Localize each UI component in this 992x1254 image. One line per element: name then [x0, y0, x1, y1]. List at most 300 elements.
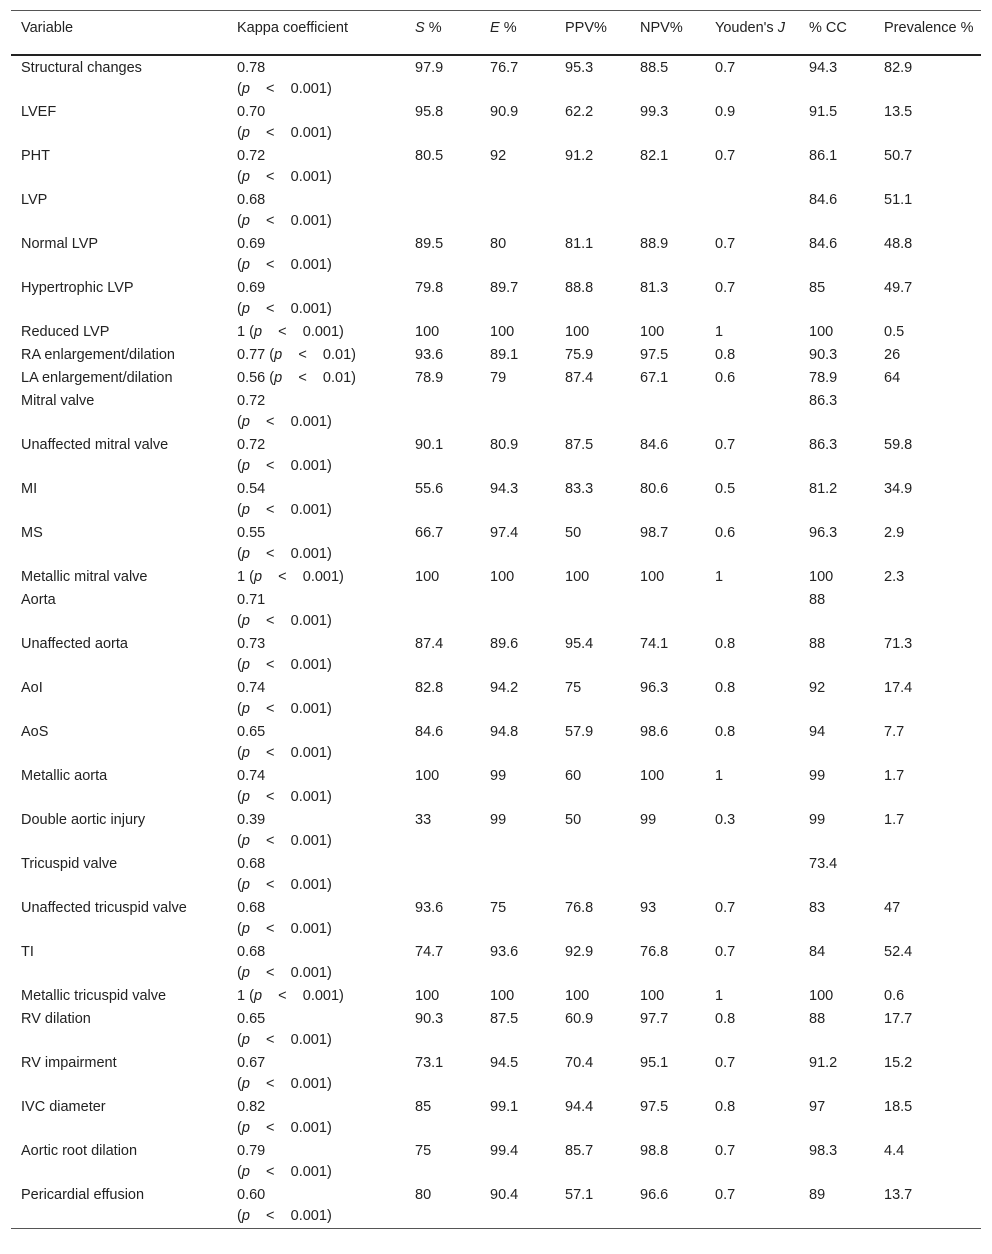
cc-value: 100 [809, 987, 834, 1004]
paren: ( [249, 568, 254, 585]
cell-kappa [227, 233, 405, 277]
p-operator: < [266, 501, 275, 518]
cell-e [480, 677, 555, 721]
e-value: 89.1 [490, 346, 519, 363]
ppv-value: 100 [565, 987, 590, 1004]
kappa-value: 0.65 [237, 1010, 266, 1027]
p-threshold: 0.001 [290, 788, 327, 805]
s-value: 33 [415, 811, 432, 828]
prev-value: 48.8 [884, 235, 913, 252]
p-symbol: p [241, 876, 250, 893]
cell-youden [705, 897, 799, 941]
ppv-value: 85.7 [565, 1142, 594, 1159]
cell-kappa [227, 1096, 405, 1140]
table-row [11, 765, 981, 809]
p-operator: < [266, 168, 275, 185]
p-threshold: 0.001 [290, 920, 327, 937]
spacer [275, 1164, 291, 1180]
prev-value: 2.3 [884, 568, 905, 585]
cell-e [480, 233, 555, 277]
npv-value: 88.5 [640, 59, 669, 76]
cell-prev [874, 721, 981, 765]
youden-value: 1 [715, 987, 724, 1004]
spacer [287, 324, 303, 340]
p-threshold: 0.001 [290, 124, 327, 141]
table-row [11, 897, 981, 941]
p-symbol: p [253, 987, 263, 1004]
table-row [11, 390, 981, 434]
ppv-value: 95.3 [565, 59, 594, 76]
npv-value: 100 [640, 987, 665, 1004]
ppv-value: 57.1 [565, 1186, 594, 1203]
variable-label: Metallic tricuspid valve [21, 987, 167, 1004]
prev-value: 47 [884, 899, 901, 916]
header-text: NPV% [640, 20, 683, 36]
npv-value: 96.3 [640, 679, 669, 696]
cell-s [405, 765, 480, 809]
npv-value: 100 [640, 767, 665, 784]
kappa-value: 0.82 [237, 1098, 266, 1115]
prev-value: 59.8 [884, 436, 913, 453]
spacer [250, 657, 266, 673]
cell-kappa [227, 1008, 405, 1052]
paren: ( [237, 1075, 242, 1092]
kappa-value: 0.69 [237, 279, 266, 296]
cell-kappa [227, 853, 405, 897]
cell-prev [874, 367, 981, 390]
cell-kappa [227, 344, 405, 367]
cc-value: 99 [809, 767, 826, 784]
paren: ( [237, 413, 242, 430]
cell-s [405, 344, 480, 367]
youden-value: 0.6 [715, 369, 736, 386]
e-value: 94.2 [490, 679, 519, 696]
spacer [275, 169, 291, 185]
kappa-value: 1 [237, 987, 246, 1004]
youden-value: 0.7 [715, 1142, 736, 1159]
cell-kappa [227, 101, 405, 145]
cell-kappa [227, 677, 405, 721]
cell-npv [630, 1008, 705, 1052]
cc-value: 81.2 [809, 480, 838, 497]
cell-cc [799, 478, 874, 522]
cell-prev [874, 522, 981, 566]
p-value [237, 965, 332, 981]
cell-variable [11, 677, 227, 721]
cell-ppv [555, 522, 630, 566]
cell-e [480, 367, 555, 390]
variable-label: LA enlargement/dilation [21, 369, 173, 386]
p-value [269, 370, 356, 386]
spacer [307, 370, 323, 386]
p-operator: < [266, 1119, 275, 1136]
cell-npv [630, 478, 705, 522]
paren: ( [237, 1119, 242, 1136]
p-operator: < [266, 300, 275, 317]
cell-cc [799, 721, 874, 765]
cell-npv [630, 277, 705, 321]
cell-variable [11, 853, 227, 897]
cell-prev [874, 633, 981, 677]
cell-s [405, 941, 480, 985]
spacer [275, 877, 291, 893]
p-threshold: 0.001 [290, 501, 327, 518]
paren: ) [326, 501, 332, 518]
cc-value: 86.1 [809, 147, 838, 164]
cell-ppv [555, 677, 630, 721]
cell-s [405, 809, 480, 853]
variable-label: LVEF [21, 103, 57, 120]
cell-youden [705, 1052, 799, 1096]
paren: ( [237, 700, 242, 717]
paren: ) [326, 1075, 332, 1092]
kappa-value: 0.68 [237, 943, 266, 960]
cell-npv [630, 434, 705, 478]
cell-variable [11, 277, 227, 321]
spacer [250, 125, 266, 141]
cell-variable [11, 189, 227, 233]
variable-label: RA enlargement/dilation [21, 346, 175, 363]
ppv-value: 81.1 [565, 235, 594, 252]
p-operator: < [266, 788, 275, 805]
table-container [11, 10, 981, 1229]
p-symbol: p [241, 656, 250, 673]
s-value: 87.4 [415, 635, 444, 652]
header-text: % [424, 20, 442, 36]
cell-kappa [227, 1140, 405, 1184]
spacer [275, 414, 291, 430]
paren: ( [237, 1207, 242, 1224]
cell-cc [799, 101, 874, 145]
header-italic-text: J [777, 20, 785, 36]
spacer [282, 347, 298, 363]
cell-ppv [555, 1052, 630, 1096]
header-text: Youden's [715, 20, 778, 36]
cell-cc [799, 321, 874, 344]
cell-variable [11, 478, 227, 522]
cell-kappa [227, 721, 405, 765]
cc-value: 94.3 [809, 59, 838, 76]
p-operator: < [266, 612, 275, 629]
e-value: 90.4 [490, 1186, 519, 1203]
p-value [237, 745, 332, 761]
cell-e [480, 55, 555, 101]
kappa-value: 0.55 [237, 524, 266, 541]
cell-s [405, 566, 480, 589]
spacer [250, 1164, 266, 1180]
e-value: 99 [490, 811, 507, 828]
p-threshold: 0.001 [290, 1031, 327, 1048]
spacer [250, 745, 266, 761]
table-row [11, 478, 981, 522]
kappa-value: 0.79 [237, 1142, 266, 1159]
cell-variable [11, 897, 227, 941]
paren: ( [237, 300, 242, 317]
cell-s [405, 434, 480, 478]
header-cc [799, 11, 874, 55]
cell-s [405, 189, 480, 233]
p-symbol: p [241, 832, 250, 849]
paren: ) [326, 744, 332, 761]
cell-variable [11, 233, 227, 277]
paren: ) [326, 964, 332, 981]
table-row [11, 677, 981, 721]
spacer [275, 301, 291, 317]
header-npv [630, 11, 705, 55]
p-symbol: p [253, 323, 263, 340]
table-row [11, 101, 981, 145]
spacer [275, 789, 291, 805]
cell-cc [799, 1096, 874, 1140]
paren: ) [326, 1163, 332, 1180]
header-sensitivity [405, 11, 480, 55]
p-symbol: p [241, 920, 250, 937]
paren: ) [351, 346, 356, 363]
kappa-value: 0.39 [237, 811, 266, 828]
youden-value: 0.8 [715, 723, 736, 740]
p-value [237, 81, 332, 97]
cell-e [480, 321, 555, 344]
spacer [307, 347, 323, 363]
ppv-value: 87.5 [565, 436, 594, 453]
cell-variable [11, 1140, 227, 1184]
p-threshold: 0.001 [290, 457, 327, 474]
ppv-value: 62.2 [565, 103, 594, 120]
cell-npv [630, 1052, 705, 1096]
p-value [237, 1076, 332, 1092]
prev-value: 1.7 [884, 767, 905, 784]
cell-npv [630, 633, 705, 677]
p-threshold: 0.001 [290, 256, 327, 273]
cell-s [405, 1008, 480, 1052]
cell-youden [705, 478, 799, 522]
s-value: 78.9 [415, 369, 444, 386]
cell-ppv [555, 145, 630, 189]
variable-label: PHT [21, 147, 50, 164]
cell-variable [11, 1184, 227, 1229]
cell-youden [705, 589, 799, 633]
paren: ) [326, 457, 332, 474]
paren: ( [237, 457, 242, 474]
youden-value: 0.7 [715, 235, 736, 252]
table-row [11, 809, 981, 853]
cell-s [405, 589, 480, 633]
cell-youden [705, 853, 799, 897]
cc-value: 91.2 [809, 1054, 838, 1071]
table-row [11, 1184, 981, 1229]
variable-label: Structural changes [21, 59, 142, 76]
cell-e [480, 1140, 555, 1184]
paren: ( [237, 1163, 242, 1180]
cell-kappa [227, 765, 405, 809]
cell-variable [11, 765, 227, 809]
ppv-value: 92.9 [565, 943, 594, 960]
cell-npv [630, 1140, 705, 1184]
kappa-value: 0.68 [237, 191, 266, 208]
p-threshold: 0.001 [290, 1207, 327, 1224]
youden-value: 0.8 [715, 346, 736, 363]
npv-value: 82.1 [640, 147, 669, 164]
paren: ) [326, 788, 332, 805]
cell-npv [630, 589, 705, 633]
spacer [250, 1076, 266, 1092]
cell-youden [705, 941, 799, 985]
cc-value: 88 [809, 591, 826, 608]
cell-npv [630, 566, 705, 589]
p-operator: < [278, 568, 287, 585]
cell-e [480, 390, 555, 434]
p-value [237, 301, 332, 317]
header-text: PPV% [565, 20, 607, 36]
e-value: 79 [490, 369, 507, 386]
spacer [250, 169, 266, 185]
p-threshold: 0.001 [290, 876, 327, 893]
p-operator: < [266, 124, 275, 141]
cell-prev [874, 1096, 981, 1140]
cell-cc [799, 367, 874, 390]
s-value: 66.7 [415, 524, 444, 541]
cell-variable [11, 321, 227, 344]
table-row [11, 589, 981, 633]
header-prevalence [874, 11, 981, 55]
cell-cc [799, 522, 874, 566]
cell-youden [705, 434, 799, 478]
cell-variable [11, 434, 227, 478]
cell-s [405, 721, 480, 765]
p-threshold: 0.01 [322, 346, 352, 363]
table-row [11, 434, 981, 478]
p-operator: < [266, 1163, 275, 1180]
cell-youden [705, 321, 799, 344]
spacer [262, 569, 278, 585]
cell-youden [705, 367, 799, 390]
table-row [11, 55, 981, 101]
variable-label: Double aortic injury [21, 811, 146, 828]
cell-youden [705, 566, 799, 589]
kappa-value: 1 [237, 323, 246, 340]
header-kappa [227, 11, 405, 55]
cell-youden [705, 390, 799, 434]
ppv-value: 88.8 [565, 279, 594, 296]
p-symbol: p [241, 457, 250, 474]
cell-cc [799, 390, 874, 434]
cell-npv [630, 55, 705, 101]
p-threshold: 0.001 [290, 832, 327, 849]
p-symbol: p [241, 1075, 250, 1092]
s-value: 80.5 [415, 147, 444, 164]
cell-youden [705, 633, 799, 677]
cell-e [480, 478, 555, 522]
p-value [237, 613, 332, 629]
cell-s [405, 1052, 480, 1096]
cell-s [405, 522, 480, 566]
cell-cc [799, 1008, 874, 1052]
prev-value: 49.7 [884, 279, 913, 296]
cell-variable [11, 941, 227, 985]
ppv-value: 100 [565, 568, 590, 585]
cell-e [480, 1184, 555, 1229]
cell-ppv [555, 101, 630, 145]
kappa-value: 0.69 [237, 235, 266, 252]
spacer [275, 546, 291, 562]
paren: ( [237, 876, 242, 893]
cell-youden [705, 809, 799, 853]
cell-e [480, 721, 555, 765]
e-value: 94.3 [490, 480, 519, 497]
cell-e [480, 809, 555, 853]
cell-youden [705, 1008, 799, 1052]
cell-kappa [227, 897, 405, 941]
spacer [275, 833, 291, 849]
variable-label: Aortic root dilation [21, 1142, 138, 1159]
cell-kappa [227, 809, 405, 853]
youden-value: 0.7 [715, 436, 736, 453]
cell-s [405, 101, 480, 145]
ppv-value: 50 [565, 524, 582, 541]
p-operator: < [278, 987, 287, 1004]
npv-value: 97.5 [640, 346, 669, 363]
spacer [275, 1076, 291, 1092]
p-value [237, 125, 332, 141]
youden-value: 0.8 [715, 1010, 736, 1027]
spacer [275, 701, 291, 717]
cell-ppv [555, 478, 630, 522]
cell-variable [11, 522, 227, 566]
spacer [275, 921, 291, 937]
spacer [250, 921, 266, 937]
npv-value: 80.6 [640, 480, 669, 497]
paren: ( [237, 124, 242, 141]
cell-npv [630, 941, 705, 985]
p-operator: < [298, 369, 307, 386]
p-threshold: 0.001 [290, 80, 327, 97]
p-symbol: p [241, 80, 250, 97]
s-value: 55.6 [415, 480, 444, 497]
youden-value: 0.7 [715, 59, 736, 76]
spacer [275, 745, 291, 761]
spacer [250, 502, 266, 518]
cell-npv [630, 985, 705, 1008]
p-threshold: 0.001 [290, 700, 327, 717]
cell-s [405, 677, 480, 721]
youden-value: 0.7 [715, 279, 736, 296]
cell-ppv [555, 233, 630, 277]
cell-e [480, 522, 555, 566]
npv-value: 67.1 [640, 369, 669, 386]
ppv-value: 60 [565, 767, 582, 784]
kappa-value: 0.65 [237, 723, 266, 740]
table-row [11, 566, 981, 589]
npv-value: 100 [640, 323, 665, 340]
cc-value: 94 [809, 723, 826, 740]
variable-label: TI [21, 943, 34, 960]
cell-variable [11, 390, 227, 434]
cell-npv [630, 1096, 705, 1140]
cell-s [405, 897, 480, 941]
cell-e [480, 853, 555, 897]
paren: ) [326, 1119, 332, 1136]
cell-ppv [555, 321, 630, 344]
cell-ppv [555, 566, 630, 589]
cc-value: 86.3 [809, 436, 838, 453]
cell-npv [630, 897, 705, 941]
p-value [237, 1120, 332, 1136]
variable-label: Hypertrophic LVP [21, 279, 134, 296]
kappa-value: 0.68 [237, 855, 266, 872]
cc-value: 91.5 [809, 103, 838, 120]
cell-s [405, 145, 480, 189]
cell-npv [630, 233, 705, 277]
